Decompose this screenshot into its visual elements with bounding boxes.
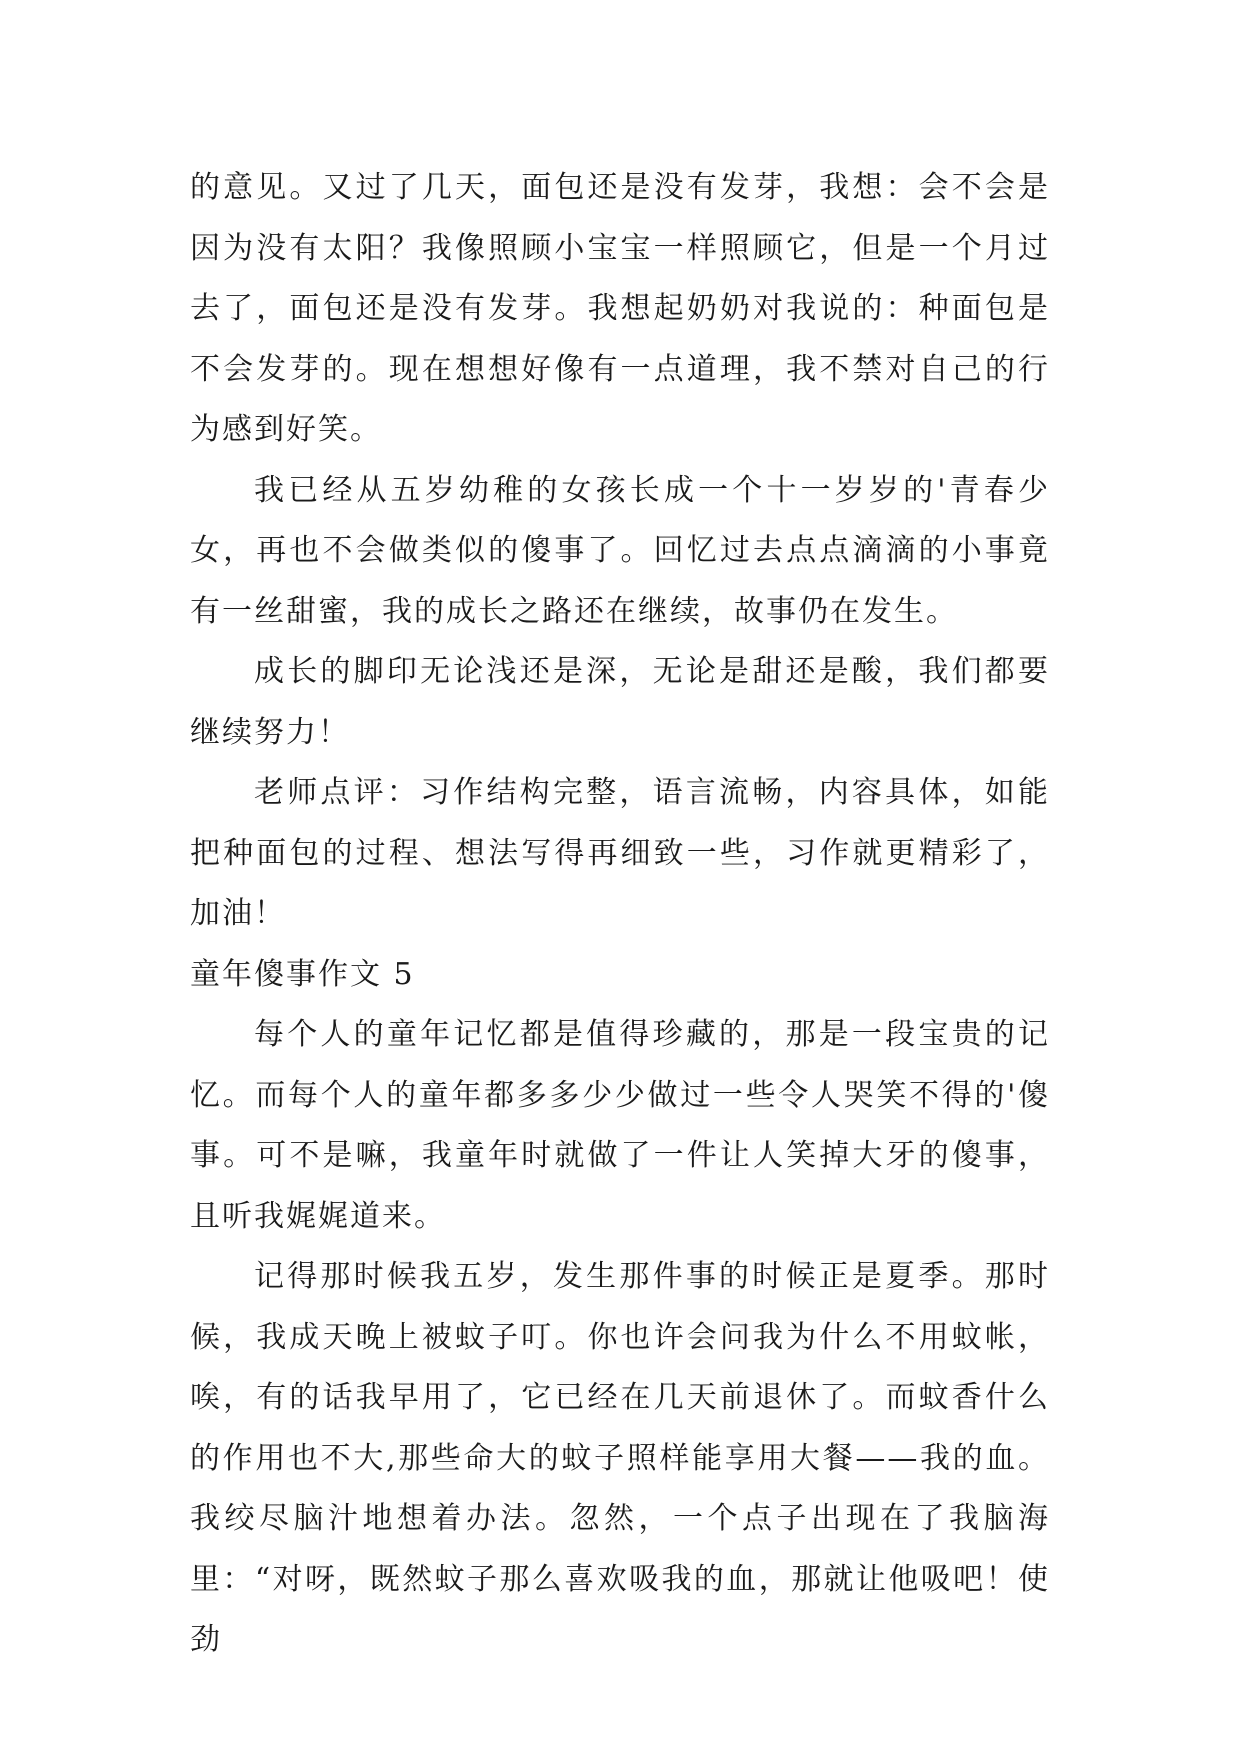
paragraph-2: 我已经从五岁幼稚的女孩长成一个十一岁岁的'青春少女，再也不会做类似的傻事了。回忆过去点点滴滴的小事竟有一丝甜蜜，我的成长之路还在继续，故事仍在发生。 [190, 472, 1050, 629]
section-paragraph-1: 每个人的童年记忆都是值得珍藏的，那是一段宝贵的记忆。而每个人的童年都多多少少做过一些令人哭笑不得的'傻事。可不是嘛，我童年时就做了一件让人笑掉大牙的傻事，且听我娓娓道来。 [190, 1017, 1050, 1234]
paragraph-1: 的意见。又过了几天，面包还是没有发芽，我想：会不会是因为没有太阳？我像照顾小宝宝一样照顾它，但是一个月过去了，面包还是没有发芽。我想起奶奶对我说的：种面包是不会发芽的。现在想想好像有一点道理，我不禁对自己的行为感到好笑。 [190, 170, 1050, 447]
section-title: 童年傻事作文 5 [190, 956, 415, 992]
teacher-comment-paragraph: 老师点评：习作结构完整，语言流畅，内容具体，如能把种面包的过程、想法写得再细致一些，习作就更精彩了，加油！ [190, 775, 1050, 931]
document-page [190, 158, 1050, 1671]
section-paragraph-2: 记得那时候我五岁，发生那件事的时候正是夏季。那时候，我成天晚上被蚊子叮。你也许会问我为什么不用蚊帐，唉，有的话我早用了，它已经在几天前退休了。而蚊香什么的作用也不大,那些命大的蚊子照样能享用大餐——我的血。我绞尽脑汁地想着办法。忽然，一个点子出现在了我脑海里：“对呀，既然蚊子那么喜欢吸我的血，那就让他吸吧！使劲 [190, 1259, 1050, 1657]
paragraph-3: 成长的脚印无论浅还是深，无论是甜还是酸，我们都要继续努力！ [190, 654, 1050, 750]
